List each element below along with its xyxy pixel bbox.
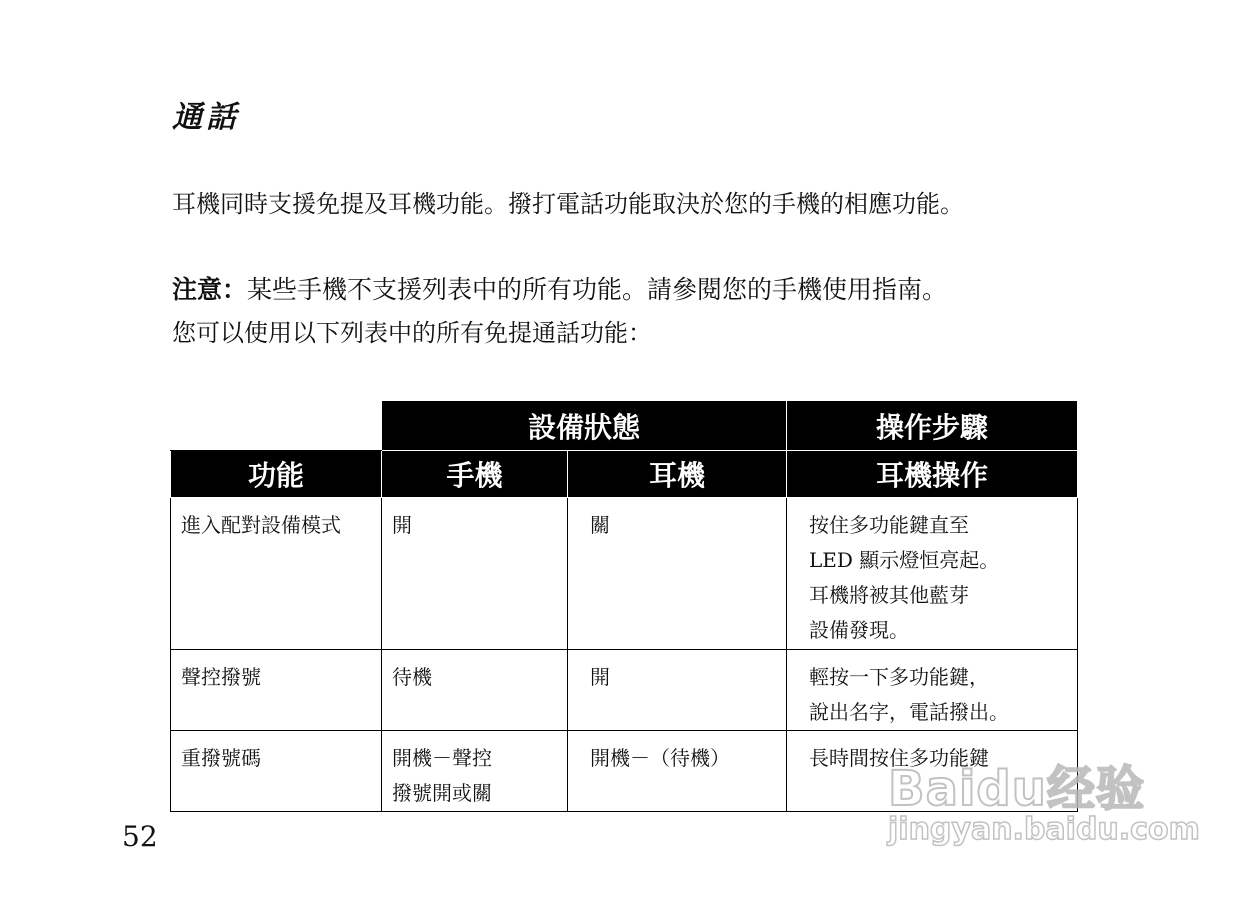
function-cell: 進入配對設備模式 [171, 498, 382, 650]
section-title: 通話 [172, 100, 240, 135]
table-row [171, 498, 1078, 650]
function-column-header: 功能 [171, 451, 382, 498]
headset-column-header: 耳機 [568, 451, 787, 498]
headset-operation-column-header: 耳機操作 [787, 451, 1078, 498]
headset-cell: 開機－（待機） [568, 731, 787, 812]
note-line2: 您可以使用以下列表中的所有免提通話功能： [172, 319, 652, 347]
note-label: 注意： [172, 275, 248, 304]
note-paragraph [172, 270, 947, 306]
blank-header-cell [171, 401, 382, 451]
intro-paragraph: 耳機同時支援免提及耳機功能。撥打電話功能取決於您的手機的相應功能。 [172, 190, 964, 218]
operation-cell: 按住多功能鍵直至 LED 顯示燈恒亮起。 耳機將被其他藍芽 設備發現。 [787, 498, 1078, 650]
operation-cell: 長時間按住多功能鍵 [787, 731, 1078, 812]
headset-cell: 開 [568, 650, 787, 731]
function-cell: 重撥號碼 [171, 731, 382, 812]
function-cell: 聲控撥號 [171, 650, 382, 731]
page-number: 52 [122, 820, 158, 853]
phone-column-header: 手機 [382, 451, 568, 498]
watermark-logo: Baidu经验 [888, 761, 1145, 817]
phone-cell: 開機－聲控 撥號開或關 [382, 731, 568, 812]
baidu-watermark [882, 728, 1200, 858]
watermark-url: jingyan.baidu.com [888, 812, 1200, 847]
operation-header: 操作步驟 [787, 401, 1078, 451]
phone-cell: 待機 [382, 650, 568, 731]
headset-cell: 關 [568, 498, 787, 650]
table-row [171, 650, 1078, 731]
note-text: 某些手機不支援列表中的所有功能。請參閱您的手機使用指南。 [247, 275, 948, 304]
phone-cell: 開 [382, 498, 568, 650]
operation-cell: 輕按一下多功能鍵， 說出名字，電話撥出。 [787, 650, 1078, 731]
device-status-header: 設備狀態 [382, 401, 787, 451]
